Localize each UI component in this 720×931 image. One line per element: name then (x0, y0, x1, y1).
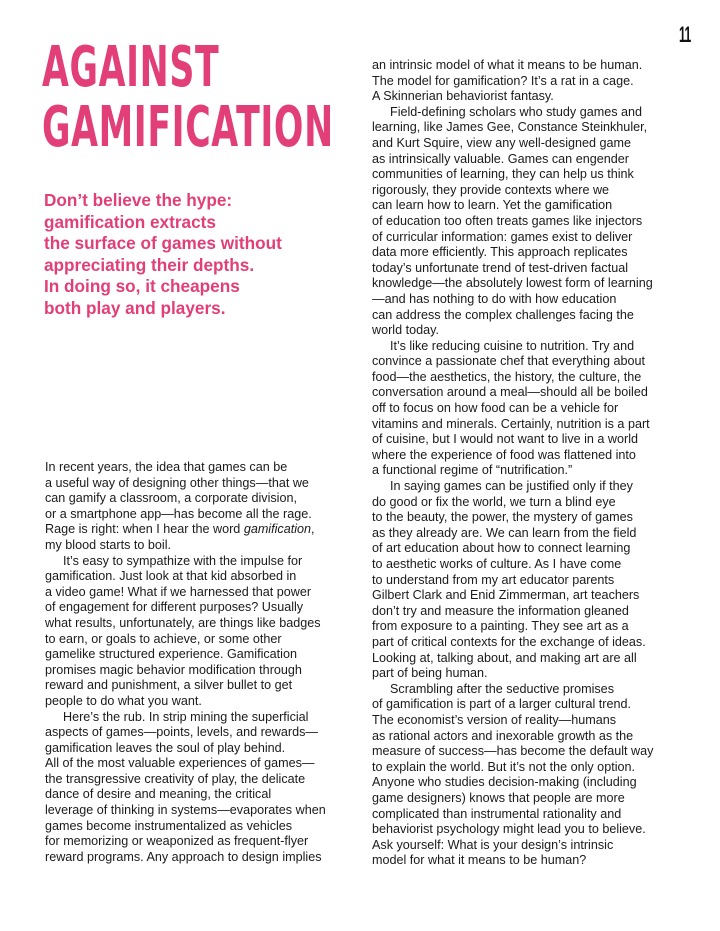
body-text-line: of curricular information: games exist to deliver (372, 229, 633, 244)
body-text-line: It’s like reducing cuisine to nutrition. Try and (390, 338, 635, 353)
body-text-line: part of critical contexts for the exchange of ideas. (372, 634, 646, 649)
body-text-line: to aesthetic works of culture. As I have come (372, 557, 622, 571)
body-text-line: data more efficiently. This approach replicates (372, 245, 628, 260)
body-text-line: for memorizing or weaponized as frequent-flyer (45, 834, 309, 849)
body-text-line: The model for gamification? It’s a rat in a cage. (372, 73, 634, 88)
body-text-line: rigorously, they provide contexts where we (372, 182, 610, 197)
body-text-line: to the beauty, the power, the mystery of games (372, 510, 633, 525)
body-text-line: gamelike structured experience. Gamification (45, 647, 297, 662)
deck-line: In doing so, it cheapens (44, 276, 240, 297)
body-text-line: an intrinsic model of what it means to be human. (372, 58, 643, 72)
body-text-line: as intrinsically valuable. Games can engender (372, 151, 629, 166)
body-text-line: part of being human. (372, 666, 488, 681)
emphasized-term: gamification (243, 522, 312, 537)
body-text-line: food—the aesthetics, the history, the culture, the (372, 369, 642, 384)
body-text-line: to earn, or goals to achieve, or some other (45, 631, 282, 646)
body-text-line: Field-defining scholars who study games and (390, 104, 643, 119)
page-number: 11 (679, 22, 691, 47)
body-text-line: game designers) knows that people are more (372, 790, 625, 805)
body-text-line: aspects of games—points, levels, and rewards— (45, 725, 318, 740)
body-text-line: a video game! What if we harnessed that power (45, 584, 312, 599)
deck-line: gamification extracts (44, 211, 216, 232)
body-text-line: promises magic behavior modification through (45, 662, 302, 677)
body-text-line: Ask yourself: What is your design’s intrinsic (372, 837, 614, 852)
body-text-line: The economist’s version of reality—humans (372, 712, 617, 727)
body-text-line (45, 522, 350, 538)
article-deck (44, 190, 344, 320)
body-column-left (45, 460, 350, 865)
body-text-line: people to do what you want. (45, 693, 202, 708)
article-title-line-2: GAMIFICATION (42, 95, 334, 160)
deck-line: Don’t believe the hype: (44, 190, 233, 210)
body-text-line: as they already are. We can learn from the field (372, 525, 637, 540)
body-text-line: Anyone who studies decision-making (including (372, 775, 637, 790)
deck-line: appreciating their depths. (44, 254, 255, 275)
body-text-line: the transgressive creativity of play, the delicate (45, 771, 306, 786)
body-text-line: of engagement for different purposes? Usually (45, 600, 304, 615)
body-text-line: In recent years, the idea that games can be (45, 460, 288, 474)
body-text-line: a functional regime of “nutrification.” (372, 463, 573, 478)
body-text-line: today’s unfortunate trend of test-driven factual (372, 260, 628, 275)
body-text-line: gamification leaves the soul of play behind. (45, 740, 286, 755)
body-text-line: —and has nothing to do with how education (372, 291, 617, 306)
body-text-line: my blood starts to boil. (45, 537, 171, 552)
body-text-line: and Kurt Squire, view any well-designed game (372, 135, 632, 150)
body-text-line: convince a passionate chef that everything about (372, 354, 646, 369)
deck-line: the surface of games without (44, 233, 282, 254)
body-text-line: as rational actors and inexorable growth as the (372, 728, 634, 743)
body-column-right (372, 58, 682, 869)
body-text-line: off to focus on how food can be a vehicle for (372, 401, 619, 416)
body-text-line: of art education about how to connect learning (372, 541, 631, 556)
body-text-line: All of the most valuable experiences of games— (45, 756, 315, 771)
body-text-line: conversation around a meal—should all be boiled (372, 385, 648, 400)
body-text-line: can learn how to learn. Yet the gamification (372, 198, 613, 213)
body-text-line: knowledge—the absolutely lowest form of learning (372, 276, 653, 291)
body-text-line: a useful way of designing other things—that we (45, 475, 309, 490)
body-text-line: to explain the world. But it’s not the only option. (372, 759, 635, 774)
body-text-line: or a smartphone app—has become all the rage. (45, 506, 312, 521)
body-text-line: what results, unfortunately, are things like badges (45, 615, 321, 630)
body-text-line: where the experience of food was flattened into (372, 447, 636, 462)
body-text-line: behaviorist psychology might lead you to believe. (372, 822, 646, 837)
body-text-line: of gamification is part of a larger cultural trend. (372, 697, 631, 712)
body-text-line: It’s easy to sympathize with the impulse for (63, 553, 303, 568)
body-text-line: reward and punishment, a silver bullet to get (45, 678, 293, 693)
deck-line: both play and players. (44, 297, 226, 318)
body-text-line: of education too often treats games like injectors (372, 213, 643, 228)
body-text-run: , (311, 522, 315, 537)
body-text-line: Here’s the rub. In strip mining the superficial (63, 709, 309, 724)
body-text-line: model for what it means to be human? (372, 853, 587, 868)
body-text-line: measure of success—has become the default way (372, 744, 654, 759)
body-text-run: Rage is right: when I hear the word (45, 522, 244, 537)
article-title (42, 35, 334, 160)
body-text-line: of cuisine, but I would not want to live in a world (372, 432, 639, 447)
body-text-line: can gamify a classroom, a corporate division, (45, 491, 297, 506)
body-text-line: leverage of thinking in systems—evaporates when (45, 803, 326, 818)
body-text-line: games become instrumentalized as vehicles (45, 818, 293, 833)
body-text-line: In saying games can be justified only if they (390, 479, 633, 494)
body-text-line: learning, like James Gee, Constance Steinkhuler, (372, 120, 648, 135)
body-text-line: complicated than instrumental rationality and (372, 806, 622, 821)
body-text-line: dance of desire and meaning, the critical (45, 787, 272, 802)
body-text-line: Scrambling after the seductive promises (390, 681, 614, 696)
body-text-line: A Skinnerian behaviorist fantasy. (372, 89, 554, 104)
body-text-line: from exposure to a painting. They see art as a (372, 619, 629, 634)
body-text-line: Looking at, talking about, and making art are all (372, 650, 637, 665)
body-text-line: don’t try and measure the information gleaned (372, 603, 629, 618)
body-text-line: do good or fix the world, we turn a blind eye (372, 494, 616, 509)
body-text-line: reward programs. Any approach to design implies (45, 849, 322, 864)
body-text-line: gamification. Just look at that kid absorbed in (45, 569, 297, 584)
body-text-line: to understand from my art educator parents (372, 572, 615, 587)
body-text-line: Gilbert Clark and Enid Zimmerman, art teachers (372, 588, 640, 603)
article-title-line-1: AGAINST (42, 35, 220, 100)
body-text-line: world today. (372, 323, 439, 338)
body-text-line: can address the complex challenges facing the (372, 307, 634, 322)
body-text-line: vitamins and minerals. Certainly, nutrition is a part (372, 416, 650, 431)
body-text-line: communities of learning, they can help us think (372, 167, 634, 182)
